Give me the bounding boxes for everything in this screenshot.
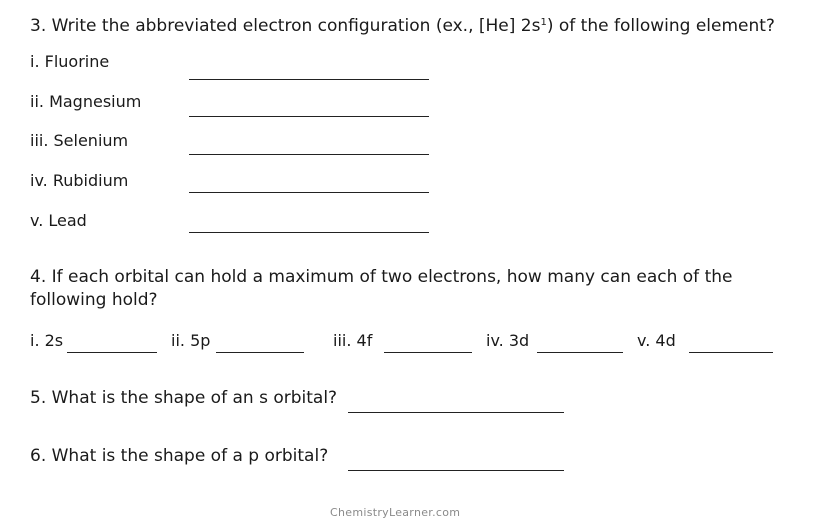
- question-4-prompt-line1: 4. If each orbital can hold a maximum of two electrons, how many can each of the: [30, 267, 733, 287]
- question-4-prompt-line2: following hold?: [30, 290, 158, 310]
- watermark: ChemistryLearner.com: [330, 506, 461, 519]
- orbital-2s-label: i. 2s: [30, 331, 64, 350]
- item-selenium: iii. Selenium: [30, 131, 129, 150]
- answer-blank-rubidium[interactable]: [189, 192, 429, 193]
- item-rubidium: iv. Rubidium: [30, 171, 129, 190]
- answer-blank-2s[interactable]: [67, 352, 157, 353]
- item-fluorine: i. Fluorine: [30, 52, 110, 71]
- answer-blank-5p[interactable]: [216, 352, 304, 353]
- question-5-prompt: 5. What is the shape of an s orbital?: [30, 388, 338, 408]
- superscript: 1: [540, 17, 547, 28]
- answer-blank-p-orbital-shape[interactable]: [348, 470, 564, 471]
- answer-blank-4f[interactable]: [384, 352, 472, 353]
- orbital-4d-label: v. 4d: [637, 331, 676, 350]
- answer-blank-fluorine[interactable]: [189, 79, 429, 80]
- question-3-prompt: [30, 12, 775, 37]
- question-3-prompt-text: 3. Write the abbreviated electron configuration (ex., [He] 2s: [30, 16, 541, 36]
- answer-blank-magnesium[interactable]: [189, 116, 429, 117]
- orbital-4f-label: iii. 4f: [333, 331, 373, 350]
- question-3-prompt-end: ) of the following element?: [546, 16, 775, 36]
- orbital-3d-label: iv. 3d: [486, 331, 530, 350]
- question-6-prompt: 6. What is the shape of a p orbital?: [30, 446, 329, 466]
- answer-blank-lead[interactable]: [189, 232, 429, 233]
- answer-blank-4d[interactable]: [689, 352, 773, 353]
- item-lead: v. Lead: [30, 211, 87, 230]
- item-magnesium: ii. Magnesium: [30, 92, 142, 111]
- answer-blank-s-orbital-shape[interactable]: [348, 412, 564, 413]
- answer-blank-3d[interactable]: [537, 352, 623, 353]
- orbital-5p-label: ii. 5p: [171, 331, 211, 350]
- answer-blank-selenium[interactable]: [189, 154, 429, 155]
